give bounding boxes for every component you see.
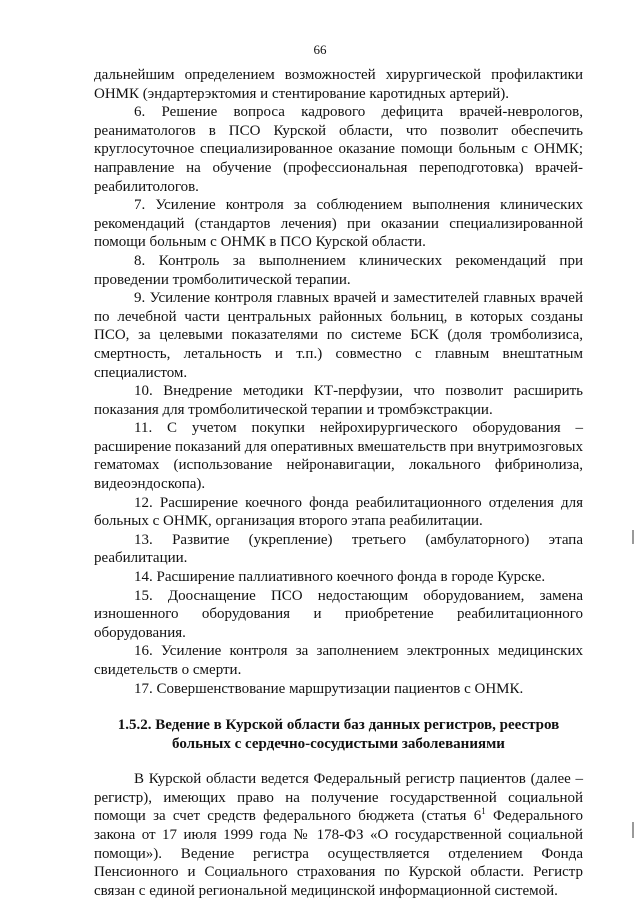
document-body <box>94 66 583 900</box>
paragraph-continuation: дальнейшим определением возможностей хирургической профилактики ОНМК (эндартерэктомия и стентирование каротидных артерий). <box>94 67 583 102</box>
list-item-9: 9. Усиление контроля главных врачей и заместителей главных врачей по лечебной части центральных районных больниц, в которых созданы ПСО, за целевыми показателями по системе БСК (доля тромболизиса, смертность, летальность и т.п.) совместно с главным внештатным специалистом. <box>94 290 583 381</box>
scan-edge-mark-upper <box>632 530 634 544</box>
list-item-17: 17. Совершенствование маршрутизации пациентов с ОНМК. <box>134 680 524 697</box>
list-item-15: 15. Дооснащение ПСО недостающим оборудованием, замена изношенного оборудования и приобретение реабилитационного оборудования. <box>94 587 583 641</box>
list-item-12: 12. Расширение коечного фонда реабилитационного отделения для больных с ОНМК, организация второго этапа реабилитации. <box>94 494 583 530</box>
footnote-superscript: 1 <box>481 806 486 817</box>
list-item-7: 7. Усиление контроля за соблюдением выполнения клинических рекомендаций (стандартов лечения) при оказании специализированной помощи больным с ОНМК в ПСО Курской области. <box>94 197 583 251</box>
list-item-13: 13. Развитие (укрепление) третьего (амбулаторного) этапа реабилитации. <box>94 531 583 567</box>
paragraph-registry <box>94 770 583 900</box>
list-item-16: 16. Усиление контроля за заполнением электронных медицинских свидетельств о смерти. <box>94 643 583 678</box>
page-number: 66 <box>313 42 327 57</box>
scan-edge-mark-lower <box>632 822 634 838</box>
list-item-11: 11. С учетом покупки нейрохирургического оборудования – расширение показаний для оперативных вмешательств при внутримозговых гематомах (использование нейронавигации, локального фибринолиза, видеоэндоскопа). <box>94 420 583 493</box>
registry-text-part1: В Курской области ведется Федеральный регистр пациентов (далее – регистр), имеющих право на получение государственной социальной помощи за счет средств федерального бюджета (статья 6 <box>94 771 583 825</box>
registry-text-part2: Федерального закона от 17 июля 1999 года № 178-ФЗ «О государственной социальной помощи»). Ведение регистра осуществляется отделением Фонда Пенсионного и Социального страхования по Курской области. Регистр связан с единой региональной медицинской информационной системой. <box>94 808 583 899</box>
list-item-8: 8. Контроль за выполнением клинических рекомендаций при проведении тромболитической терапии. <box>94 252 583 288</box>
list-item-10: 10. Внедрение методики КТ-перфузии, что позволит расширить показания для тромболитической терапии и тромбэкстракции. <box>94 383 583 418</box>
list-item-14: 14. Расширение паллиативного коечного фонда в городе Курске. <box>134 569 546 586</box>
section-heading: 1.5.2. Ведение в Курской области баз данных регистров, реестров больных с сердечно-сосудистыми заболеваниями <box>117 717 560 753</box>
list-item-6: 6. Решение вопроса кадрового дефицита врачей-неврологов, реаниматологов в ПСО Курской области, что позволит обеспечить круглосуточное специализированное оказание помощи больным с ОНМК; направление на обучение (профессиональная переподготовка) врачей-реабилитологов. <box>94 104 583 195</box>
